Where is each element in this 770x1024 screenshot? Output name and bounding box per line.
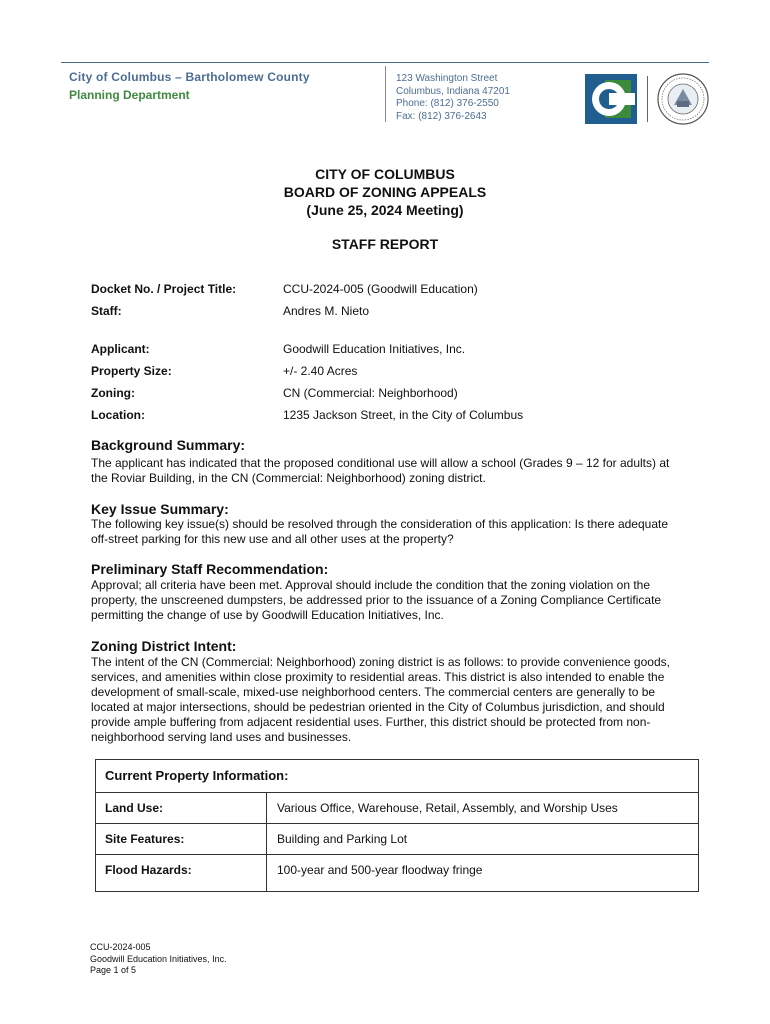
recommendation-line: permitting the change of use by Goodwill Education Initiatives, Inc.	[91, 608, 444, 622]
property-size-label: Property Size:	[91, 364, 172, 378]
background-heading: Background Summary:	[91, 437, 246, 453]
address-divider	[385, 66, 386, 122]
meeting-title	[0, 165, 770, 219]
district-intent-line: development of small-scale, mixed-use neighborhood centers. The commercial centers are generally to be	[91, 685, 656, 699]
site-features-label: Site Features:	[105, 832, 185, 846]
property-size-value: +/- 2.40 Acres	[283, 364, 358, 378]
background-line: The applicant has indicated that the proposed conditional use will allow a school (Grades 9 – 12 for adults) at	[91, 456, 670, 470]
table-row-divider	[96, 823, 698, 824]
address-phone: Phone: (812) 376-2550	[396, 98, 499, 110]
address-city: Columbus, Indiana 47201	[396, 85, 510, 97]
key-issue-heading: Key Issue Summary:	[91, 501, 229, 517]
page-footer	[90, 942, 227, 977]
address-street: 123 Washington Street	[396, 73, 498, 84]
background-text	[91, 456, 709, 486]
county-seal-icon	[657, 73, 709, 125]
footer-applicant: Goodwill Education Initiatives, Inc.	[90, 953, 227, 964]
docket-value: CCU-2024-005 (Goodwill Education)	[283, 282, 478, 296]
table-column-divider	[266, 792, 267, 892]
background-line: the Roviar Building, in the CN (Commercial: Neighborhood) zoning district.	[91, 471, 486, 485]
district-intent-line: neighborhood serving land uses and businesses.	[91, 730, 352, 744]
recommendation-text	[91, 578, 709, 623]
title-date: (June 25, 2024 Meeting)	[306, 202, 464, 218]
district-intent-line: located at major intersections, should be pedestrian oriented in the City of Columbus jurisdiction, and should	[91, 700, 665, 714]
header-rule	[61, 62, 709, 63]
key-issue-line: The following key issue(s) should be resolved through the consideration of this application: Is there adequate	[91, 517, 669, 531]
land-use-value: Various Office, Warehouse, Retail, Assembly, and Worship Uses	[277, 801, 618, 815]
location-label: Location:	[91, 408, 145, 422]
flood-hazards-value: 100-year and 500-year floodway fringe	[277, 863, 483, 877]
footer-page-number: Page 1 of 5	[90, 965, 137, 975]
title-city: CITY OF COLUMBUS	[315, 166, 455, 182]
applicant-label: Applicant:	[91, 342, 150, 356]
logo-divider	[647, 76, 648, 122]
district-intent-heading: Zoning District Intent:	[91, 638, 237, 654]
district-intent-text	[91, 655, 709, 745]
site-features-value: Building and Parking Lot	[277, 832, 408, 846]
table-row-divider	[96, 854, 698, 855]
table-heading: Current Property Information:	[105, 768, 289, 783]
staff-label: Staff:	[91, 304, 122, 318]
docket-label: Docket No. / Project Title:	[91, 282, 237, 296]
footer-docket: CCU-2024-005	[90, 942, 151, 952]
district-intent-line: provide ample buffering from adjacent residential uses. Further, this district should be protected from non-	[91, 715, 651, 729]
land-use-label: Land Use:	[105, 801, 164, 815]
district-intent-line: services, and amenities within close proximity to residential areas. This district is also intended to enable the	[91, 670, 665, 684]
zoning-label: Zoning:	[91, 386, 135, 400]
zoning-value: CN (Commercial: Neighborhood)	[283, 386, 458, 400]
district-intent-line: The intent of the CN (Commercial: Neighborhood) zoning district is as follows: to provide convenience goods,	[91, 655, 670, 669]
location-value: 1235 Jackson Street, in the City of Columbus	[283, 408, 524, 422]
address-fax: Fax: (812) 376-2643	[396, 111, 487, 123]
key-issue-text	[91, 517, 709, 547]
recommendation-heading: Preliminary Staff Recommendation:	[91, 561, 329, 577]
key-issue-line: off-street parking for this new use and all other uses at the property?	[91, 532, 454, 546]
recommendation-line: Approval; all criteria have been met. Approval should include the condition that the zoning violation on the	[91, 578, 651, 592]
address-block	[396, 73, 510, 124]
department-name: Planning Department	[69, 88, 190, 102]
planning-logo-icon	[585, 74, 637, 124]
applicant-value: Goodwill Education Initiatives, Inc.	[283, 342, 466, 356]
flood-hazards-label: Flood Hazards:	[105, 863, 192, 877]
org-name: City of Columbus – Bartholomew County	[69, 70, 310, 84]
recommendation-line: property, the unscreened dumpsters, be addressed prior to the issuance of a Zoning Compliance Certificate	[91, 593, 662, 607]
title-board: BOARD OF ZONING APPEALS	[283, 184, 487, 200]
staff-value: Andres M. Nieto	[283, 304, 370, 318]
property-info-table	[95, 759, 699, 892]
report-title: STAFF REPORT	[331, 236, 439, 252]
table-row-divider	[96, 792, 698, 793]
